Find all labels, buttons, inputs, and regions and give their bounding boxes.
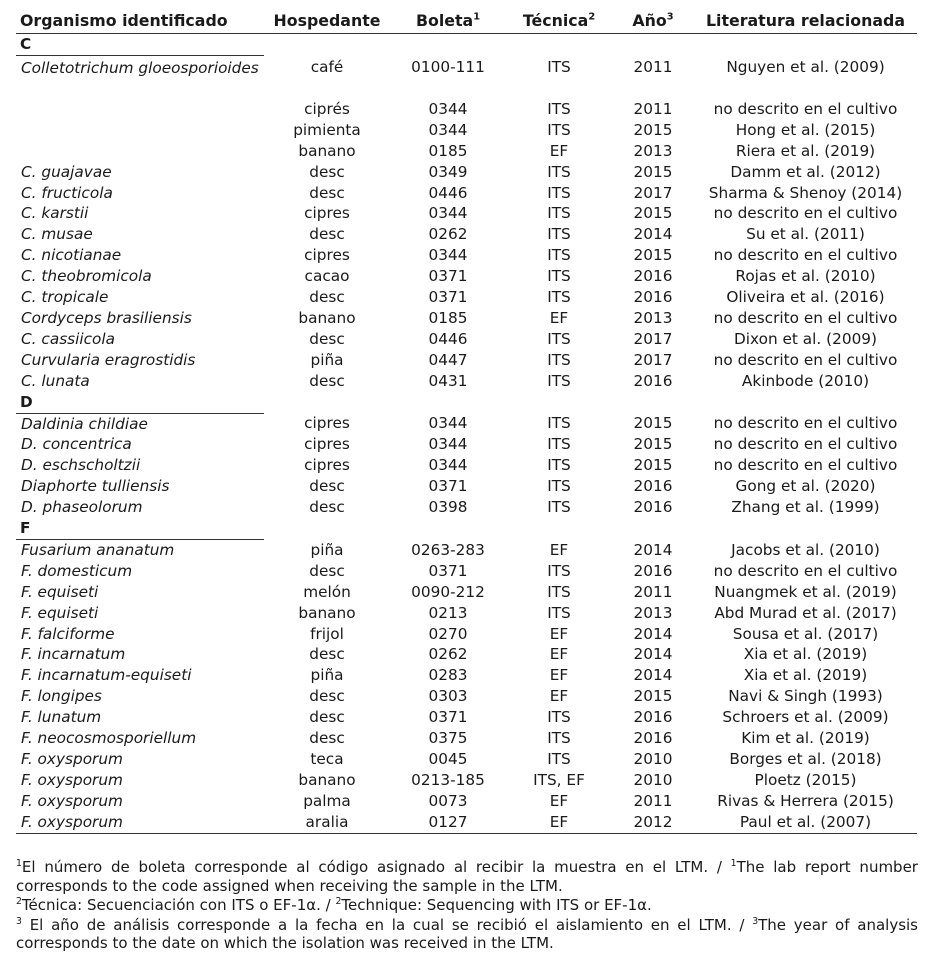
cell-report-number: 0344	[428, 120, 468, 139]
section-spacer	[612, 34, 694, 56]
table-row	[16, 476, 917, 497]
cell-literature: Riera et al. (2019)	[735, 141, 876, 160]
cell-literature: Sousa et al. (2017)	[732, 624, 879, 643]
species-table	[16, 8, 917, 834]
cell-organism: F. falciforme	[21, 624, 115, 643]
header-literature: Literatura relacionada	[705, 11, 906, 30]
cell-literature: Ploetz (2015)	[754, 770, 857, 789]
cell-year: 2014	[633, 540, 673, 559]
table-row	[16, 308, 917, 329]
cell-host: desc	[309, 687, 345, 706]
cell-year: 2012	[612, 812, 694, 833]
header-technique: Técnica$^2$	[522, 11, 596, 30]
cell-host: aralia	[264, 812, 390, 833]
cell-report-number: 0262	[428, 645, 468, 664]
cell-year: 2016	[633, 267, 673, 286]
table-row	[16, 329, 917, 350]
section-spacer	[694, 392, 917, 413]
cell-technique: ITS	[547, 371, 571, 390]
cell-host: banano	[298, 603, 356, 622]
cell-organism: F. incarnatum	[21, 645, 126, 664]
cell-report-number: 0303	[428, 687, 468, 706]
section-spacer	[612, 392, 694, 413]
section-spacer	[264, 34, 390, 56]
cell-year: 2017	[633, 329, 673, 348]
cell-literature: Su et al. (2011)	[746, 225, 865, 244]
section-header-row	[16, 518, 917, 539]
cell-host: ciprés	[304, 99, 350, 118]
cell-organism: Diaphorte tulliensis	[21, 477, 170, 496]
cell-year: 2010	[633, 750, 673, 768]
cell-host: desc	[309, 371, 345, 390]
section-spacer	[390, 392, 506, 413]
cell-report-number: 0185	[428, 141, 468, 160]
cell-host: palma	[303, 791, 351, 810]
section-header-row	[16, 392, 917, 413]
cell-organism: C. cassiicola	[21, 329, 116, 348]
cell-host: desc	[309, 708, 345, 727]
cell-technique: ITS	[547, 99, 571, 118]
cell-host: desc	[309, 288, 345, 307]
cell-year: 2015	[633, 414, 673, 433]
cell-organism: C. theobromicola	[21, 267, 152, 286]
table-row	[16, 99, 917, 120]
cell-literature: no descrito en el cultivo	[713, 204, 898, 223]
cell-technique: ITS	[547, 162, 571, 181]
section-letter: D	[16, 392, 264, 413]
cell-report-number: 0263-283	[411, 540, 485, 559]
cell-organism: F. oxysporum	[16, 812, 264, 833]
table-row	[16, 287, 917, 308]
cell-year: 2016	[633, 288, 673, 307]
cell-host: desc	[309, 162, 345, 181]
cell-host: desc	[309, 225, 345, 244]
table-row	[16, 55, 917, 99]
cell-organism: C. lunata	[21, 371, 90, 390]
cell-organism: C. fructicola	[21, 183, 113, 202]
cell-technique: EF	[549, 645, 569, 664]
cell-literature: Rivas & Herrera (2015)	[717, 791, 894, 810]
section-spacer	[264, 392, 390, 413]
cell-technique: EF	[549, 624, 569, 643]
header-host: Hospedante	[273, 11, 381, 30]
cell-host: cacao	[304, 267, 350, 286]
cell-year: 2015	[633, 120, 673, 139]
cell-report-number: 0185	[428, 308, 468, 327]
cell-year: 2011	[633, 791, 673, 810]
cell-technique: ITS	[547, 477, 571, 496]
cell-host: desc	[309, 498, 345, 517]
cell-organism: Curvularia eragrostidis	[21, 350, 196, 369]
cell-year: 2013	[633, 603, 673, 622]
cell-literature: Borges et al. (2018)	[729, 750, 882, 768]
footnote-3: $^3$ El año de análisis corresponde a la fecha en la cual se recibió el aislamiento en el LTM. / $^3$The year of analysis corresponds to the date on which the isolation was received in the LTM.	[16, 915, 918, 952]
cell-technique: ITS	[547, 708, 571, 727]
cell-report-number: 0344	[428, 204, 468, 223]
cell-organism: C. tropicale	[21, 288, 109, 307]
cell-technique: ITS	[547, 288, 571, 307]
cell-host: café	[310, 58, 344, 77]
cell-report-number: 0447	[428, 350, 468, 369]
cell-literature: no descrito en el cultivo	[713, 456, 898, 475]
table-row	[16, 812, 917, 833]
table-row	[16, 224, 917, 245]
section-spacer	[694, 34, 917, 56]
cell-technique: ITS	[547, 750, 571, 768]
section-header-row	[16, 34, 917, 56]
cell-report-number: 0283	[428, 666, 468, 685]
cell-host: desc	[309, 645, 345, 664]
cell-year: 2015	[633, 204, 673, 223]
cell-technique: ITS	[547, 183, 571, 202]
section-spacer	[264, 518, 390, 539]
cell-literature: Nuangmek et al. (2019)	[714, 582, 897, 601]
table-row	[16, 203, 917, 224]
cell-year: 2014	[633, 225, 673, 244]
cell-literature: Rojas et al. (2010)	[735, 267, 876, 286]
cell-technique: ITS	[547, 729, 571, 748]
cell-year: 2016	[633, 561, 673, 580]
cell-technique: EF	[549, 666, 569, 685]
cell-technique: ITS	[547, 350, 571, 369]
cell-host: melón	[303, 582, 351, 601]
cell-literature: Hong et al. (2015)	[735, 120, 876, 139]
cell-literature: Xia et al. (2019)	[743, 666, 868, 685]
cell-literature: no descrito en el cultivo	[713, 350, 898, 369]
cell-year: 2011	[633, 58, 673, 77]
table-row	[16, 245, 917, 266]
cell-literature: Schroers et al. (2009)	[722, 708, 889, 727]
cell-organism	[16, 99, 264, 120]
cell-report-number: 0270	[428, 624, 468, 643]
table-row	[16, 413, 917, 434]
cell-host: frijol	[310, 624, 344, 643]
cell-organism: C. nicotianae	[21, 246, 122, 265]
cell-organism: C. musae	[21, 225, 93, 244]
footnotes	[16, 858, 918, 954]
cell-report-number: 0344	[428, 414, 468, 433]
table-row	[16, 644, 917, 665]
cell-year: 2015	[633, 456, 673, 475]
cell-literature: Akinbode (2010)	[741, 371, 870, 390]
cell-literature: Oliveira et al. (2016)	[726, 288, 885, 307]
section-spacer	[390, 34, 506, 56]
cell-literature: no descrito en el cultivo	[713, 435, 898, 454]
cell-organism: F. oxysporum	[21, 791, 123, 810]
cell-literature: Navi & Singh (1993)	[728, 687, 883, 706]
cell-report-number: 0213-185	[411, 770, 485, 789]
cell-literature: no descrito en el cultivo	[713, 414, 898, 433]
cell-technique: ITS	[547, 58, 571, 77]
table-row	[16, 266, 917, 287]
table-row	[16, 749, 917, 770]
cell-literature: Abd Murad et al. (2017)	[714, 603, 897, 622]
cell-host: desc	[309, 477, 345, 496]
cell-report-number: 0100-111	[411, 58, 485, 77]
header-report-number: Boleta$^1$	[415, 11, 481, 30]
cell-literature: no descrito en el cultivo	[713, 246, 898, 265]
cell-technique: ITS	[547, 329, 571, 348]
header-year: Año$^3$	[632, 11, 674, 30]
cell-host: teca	[310, 750, 344, 768]
table-row	[16, 728, 917, 749]
cell-year: 2014	[633, 666, 673, 685]
cell-year: 2016	[633, 708, 673, 727]
cell-technique: ITS	[547, 561, 571, 580]
table-row	[16, 791, 917, 812]
cell-report-number: 0375	[428, 729, 468, 748]
cell-technique: ITS	[547, 225, 571, 244]
table-row	[16, 183, 917, 204]
cell-technique: ITS	[547, 456, 571, 475]
cell-technique: EF	[549, 791, 569, 810]
cell-host: cipres	[304, 456, 350, 475]
cell-literature: Jacobs et al. (2010)	[731, 540, 880, 559]
cell-year: 2014	[633, 645, 673, 664]
cell-organism: F. lunatum	[21, 708, 102, 727]
cell-host: cipres	[304, 435, 350, 454]
cell-report-number: 0090-212	[411, 582, 485, 601]
table-body	[16, 34, 917, 834]
cell-report-number: 0262	[428, 225, 468, 244]
cell-technique: ITS	[547, 246, 571, 265]
cell-year: 2016	[633, 477, 673, 496]
cell-organism: F. neocosmosporiellum	[21, 729, 197, 748]
cell-organism: F. longipes	[21, 687, 102, 706]
section-spacer	[694, 518, 917, 539]
cell-organism: D. eschscholtzii	[21, 456, 141, 475]
cell-host: desc	[309, 729, 345, 748]
cell-year: 2013	[633, 308, 673, 327]
table-row	[16, 561, 917, 582]
cell-organism: Cordyceps brasiliensis	[21, 308, 192, 327]
cell-organism: Fusarium ananatum	[21, 540, 175, 559]
table-row	[16, 455, 917, 476]
cell-technique: EF	[549, 141, 569, 160]
cell-organism: F. equiseti	[21, 603, 99, 622]
table-row	[16, 770, 917, 791]
cell-literature: Dixon et al. (2009)	[733, 329, 877, 348]
table-row	[16, 686, 917, 707]
table-row	[16, 141, 917, 162]
cell-host: piña	[310, 666, 344, 685]
cell-organism: Colletotrichum gloeosporioides	[21, 58, 259, 77]
cell-organism: D. concentrica	[21, 435, 132, 454]
cell-host: piña	[310, 540, 344, 559]
cell-year: 2017	[633, 183, 673, 202]
cell-report-number: 0344	[428, 99, 468, 118]
cell-report-number: 0344	[428, 435, 468, 454]
cell-organism	[16, 141, 264, 162]
cell-host: desc	[309, 561, 345, 580]
cell-organism: F. oxysporum	[21, 750, 123, 768]
cell-host: banano	[298, 770, 356, 789]
cell-host: desc	[309, 183, 345, 202]
table-row	[16, 603, 917, 624]
cell-literature: Gong et al. (2020)	[735, 477, 876, 496]
cell-report-number: 0349	[428, 162, 468, 181]
table-row	[16, 434, 917, 455]
cell-organism: F. equiseti	[21, 582, 99, 601]
section-spacer	[390, 518, 506, 539]
cell-year: 2014	[633, 624, 673, 643]
cell-technique: ITS	[547, 498, 571, 517]
cell-report-number: 0127	[390, 812, 506, 833]
cell-report-number: 0371	[428, 708, 468, 727]
cell-year: 2015	[633, 162, 673, 181]
cell-technique: EF	[549, 540, 569, 559]
cell-technique: ITS	[547, 267, 571, 286]
section-letter: F	[16, 518, 264, 539]
cell-literature: Sharma & Shenoy (2014)	[708, 183, 903, 202]
table-row	[16, 350, 917, 371]
section-spacer	[612, 518, 694, 539]
cell-literature: Zhang et al. (1999)	[731, 498, 880, 517]
cell-year: 2010	[633, 770, 673, 789]
cell-report-number: 0446	[428, 329, 468, 348]
table-row	[16, 707, 917, 728]
cell-technique: ITS	[547, 603, 571, 622]
cell-report-number: 0371	[428, 288, 468, 307]
cell-year: 2011	[633, 582, 673, 601]
cell-technique: ITS	[547, 120, 571, 139]
cell-literature: no descrito en el cultivo	[713, 308, 898, 327]
cell-technique: ITS, EF	[533, 770, 585, 789]
cell-organism	[16, 120, 264, 141]
cell-literature: Damm et al. (2012)	[730, 162, 881, 181]
cell-report-number: 0344	[428, 246, 468, 265]
cell-host: banano	[298, 308, 356, 327]
cell-organism: C. karstii	[21, 204, 89, 223]
cell-organism: C. guajavae	[21, 162, 112, 181]
cell-organism: F. incarnatum-equiseti	[21, 666, 192, 685]
cell-technique: ITS	[547, 414, 571, 433]
table-row	[16, 624, 917, 645]
cell-year: 2016	[633, 371, 673, 390]
section-spacer	[506, 34, 612, 56]
table-row	[16, 539, 917, 560]
cell-technique: EF	[549, 308, 569, 327]
cell-technique: ITS	[547, 582, 571, 601]
table-row	[16, 497, 917, 518]
section-spacer	[506, 518, 612, 539]
cell-organism: F. oxysporum	[21, 770, 123, 789]
cell-year: 2013	[633, 141, 673, 160]
cell-host: cipres	[304, 204, 350, 223]
table-row	[16, 371, 917, 392]
cell-organism: F. domesticum	[21, 561, 133, 580]
cell-report-number: 0398	[428, 498, 468, 517]
section-spacer	[506, 392, 612, 413]
footnote-1: $^1$El número de boleta corresponde al código asignado al recibir la muestra en el LTM. / $^1$The lab report number corresponds to the code assigned when receiving the sample in the LTM.	[16, 858, 918, 895]
cell-literature: no descrito en el cultivo	[713, 561, 898, 580]
cell-technique: EF	[506, 812, 612, 833]
cell-report-number: 0371	[428, 267, 468, 286]
table-row	[16, 120, 917, 141]
cell-report-number: 0045	[428, 750, 468, 768]
cell-host: banano	[298, 141, 356, 160]
cell-organism: D. phaseolorum	[21, 498, 143, 517]
cell-report-number: 0371	[428, 561, 468, 580]
cell-host: desc	[309, 329, 345, 348]
footnote-2: $^2$Técnica: Secuenciación con ITS o EF-1α. / $^2$Technique: Sequencing with ITS or EF-1α.	[16, 896, 652, 914]
cell-host: cipres	[304, 414, 350, 433]
cell-year: 2015	[633, 246, 673, 265]
species-table-container	[16, 8, 917, 834]
cell-literature: Paul et al. (2007)	[694, 812, 917, 833]
table-row	[16, 665, 917, 686]
cell-technique: EF	[549, 687, 569, 706]
cell-report-number: 0446	[428, 183, 468, 202]
cell-literature: Nguyen et al. (2009)	[726, 58, 885, 77]
cell-year: 2016	[633, 729, 673, 748]
header-organism: Organismo identificado	[20, 11, 228, 30]
cell-host: cipres	[304, 246, 350, 265]
table-header-row	[16, 8, 917, 34]
cell-year: 2017	[633, 350, 673, 369]
cell-literature: Xia et al. (2019)	[743, 645, 868, 664]
cell-technique: ITS	[547, 204, 571, 223]
cell-technique: ITS	[547, 435, 571, 454]
table-row	[16, 582, 917, 603]
cell-report-number: 0371	[428, 477, 468, 496]
cell-organism: Daldinia childiae	[21, 414, 148, 433]
cell-report-number: 0431	[428, 371, 468, 390]
cell-host: piña	[310, 350, 344, 369]
cell-report-number: 0344	[428, 456, 468, 475]
cell-year: 2016	[633, 498, 673, 517]
cell-literature: Kim et al. (2019)	[741, 729, 870, 748]
cell-year: 2015	[633, 435, 673, 454]
cell-year: 2011	[633, 99, 673, 118]
section-letter: C	[16, 34, 264, 56]
cell-literature: no descrito en el cultivo	[713, 99, 898, 118]
cell-host: pimienta	[293, 120, 361, 139]
table-row	[16, 162, 917, 183]
cell-report-number: 0073	[428, 791, 468, 810]
cell-report-number: 0213	[428, 603, 468, 622]
cell-year: 2015	[633, 687, 673, 706]
